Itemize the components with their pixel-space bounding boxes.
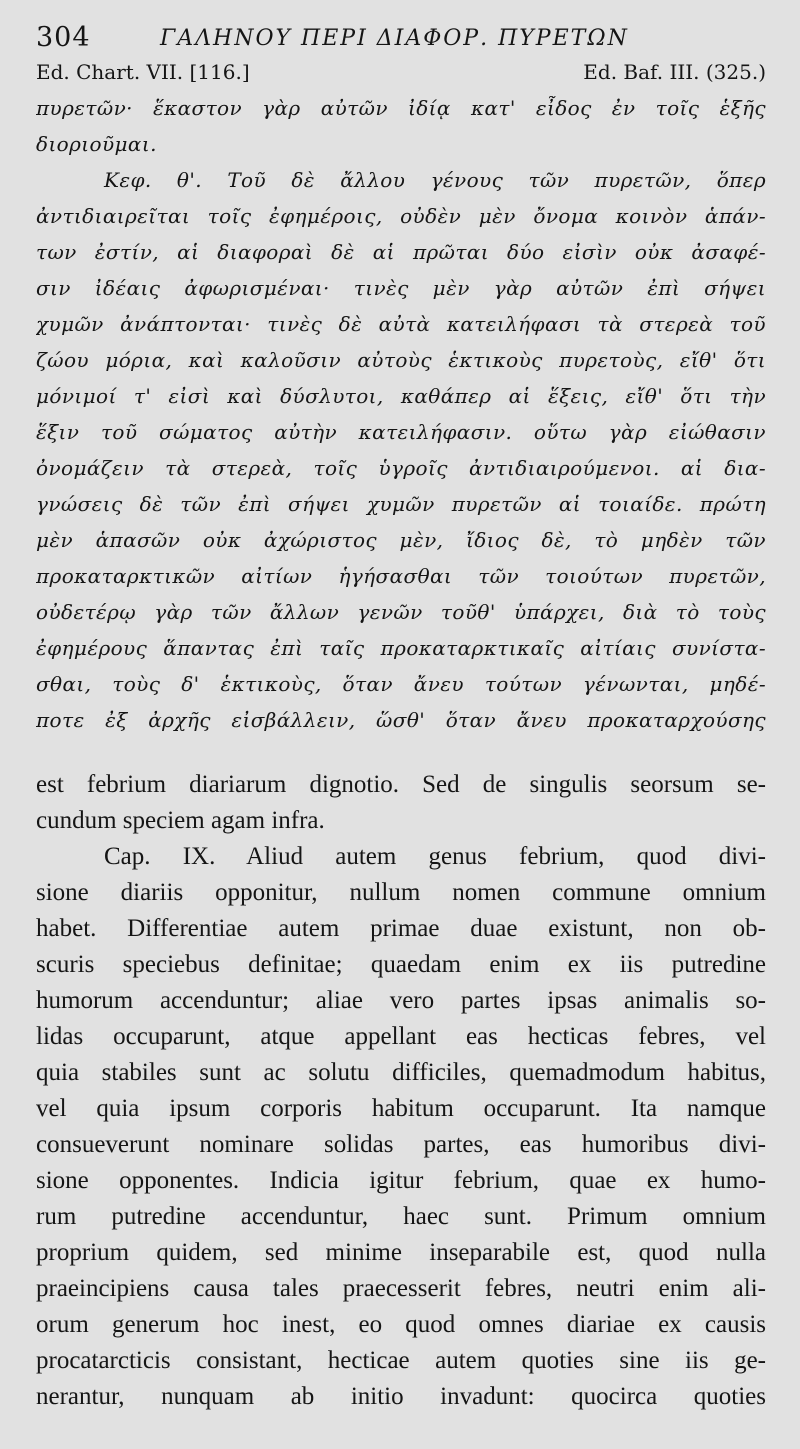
- latin-line: habet. Differentiae autem primae duae existunt, non ob-: [36, 915, 766, 942]
- greek-line: γνώσεις δὲ τῶν ἐπὶ σήψει χυμῶν πυρετῶν αἱ τοιαίδε. πρώτη: [36, 492, 766, 516]
- greek-line: πυρετῶν· ἕκαστον γὰρ αὐτῶν ἰδίᾳ κατ' εἶδος ἐν τοῖς ἑξῆς: [36, 96, 766, 120]
- greek-line: μόνιμοί τ' εἰσὶ καὶ δύσλυτοι, καθάπερ αἱ ἕξεις, εἴθ' ὅτι τὴν: [36, 384, 766, 408]
- greek-line: των ἐστίν, αἱ διαφοραὶ δὲ αἱ πρῶται δύο εἰσὶν οὐκ ἀσαφέ-: [36, 240, 766, 264]
- latin-line: nerantur, nunquam ab initio invadunt: quocirca quoties: [36, 1383, 766, 1410]
- latin-line: sione diariis opponitur, nullum nomen commune omnium: [36, 879, 766, 906]
- chapter-heading-greek: Κεφ. θ'. Τοῦ δὲ ἄλλου γένους τῶν πυρετῶν, ὅπερ: [104, 168, 766, 192]
- greek-line: προκαταρκτικῶν αἰτίων ἡγήσασθαι τῶν τοιούτων πυρετῶν,: [36, 564, 766, 588]
- latin-line: praeincipiens causa tales praecesserit febres, neutri enim ali-: [36, 1275, 766, 1302]
- latin-line: cundum speciem agam infra.: [36, 807, 325, 834]
- greek-line: ἀντιδιαιρεῖται τοῖς ἐφημέροις, οὐδὲν μὲν ὄνομα κοινὸν ἁπάν-: [36, 204, 766, 228]
- greek-line: ζώου μόρια, καὶ καλοῦσιν αὐτοὺς ἑκτικοὺς πυρετοὺς, εἴθ' ὅτι: [36, 348, 766, 372]
- greek-line: ὀνομάζειν τὰ στερεὰ, τοῖς ὑγροῖς ἀντιδιαιρούμενοι. αἱ δια-: [36, 456, 766, 480]
- greek-line: μὲν ἁπασῶν οὐκ ἀχώριστος μὲν, ἴδιος δὲ, τὸ μηδὲν τῶν: [36, 528, 766, 552]
- edition-chartier-ref: Ed. Chart. VII. [116.]: [36, 60, 250, 84]
- chapter-heading-latin: Cap. IX. Aliud autem genus febrium, quod divi-: [104, 843, 766, 870]
- page-number: 304: [36, 22, 91, 53]
- greek-line: ἐφημέρους ἅπαντας ἐπὶ ταῖς προκαταρκτικαῖς αἰτίαις συνίστα-: [36, 636, 766, 660]
- edition-basel-ref: Ed. Baf. III. (325.): [583, 60, 766, 84]
- latin-line: lidas occuparunt, atque appellant eas hecticas febres, vel: [36, 1023, 766, 1050]
- greek-line: διοριοῦμαι.: [36, 132, 157, 156]
- latin-line: procatarcticis consistant, hecticae autem quoties sine iis ge-: [36, 1347, 766, 1374]
- greek-line: οὐδετέρῳ γὰρ τῶν ἄλλων γενῶν τοῦθ' ὑπάρχει, διὰ τὸ τοὺς: [36, 600, 766, 624]
- latin-line: proprium quidem, sed minime inseparabile est, quod nulla: [36, 1239, 766, 1266]
- latin-line: vel quia ipsum corporis habitum occuparunt. Ita namque: [36, 1095, 766, 1122]
- latin-line: est febrium diariarum dignotio. Sed de singulis seorsum se-: [36, 771, 766, 798]
- latin-line: rum putredine accenduntur, haec sunt. Primum omnium: [36, 1203, 766, 1230]
- greek-line: ἕξιν τοῦ σώματος αὐτὴν κατειλήφασιν. οὕτω γὰρ εἰώθασιν: [36, 420, 766, 444]
- greek-line: χυμῶν ἀνάπτονται· τινὲς δὲ αὐτὰ κατειλήφασι τὰ στερεὰ τοῦ: [36, 312, 766, 336]
- latin-line: consueverunt nominare solidas partes, eas humoribus divi-: [36, 1131, 766, 1158]
- page-header: [36, 18, 766, 58]
- latin-line: scuris speciebus definitae; quaedam enim ex iis putredine: [36, 951, 766, 978]
- latin-line: sione opponentes. Indicia igitur febrium, quae ex humo-: [36, 1167, 766, 1194]
- greek-line: σθαι, τοὺς δ' ἑκτικοὺς, ὅταν ἄνευ τούτων γένωνται, μηδέ-: [36, 672, 766, 696]
- edition-references: [36, 60, 766, 90]
- latin-line: humorum accenduntur; aliae vero partes ipsas animalis so-: [36, 987, 766, 1014]
- latin-line: quia stabiles sunt ac solutu difficiles, quemadmodum habitus,: [36, 1059, 766, 1086]
- latin-line: orum generum hoc inest, eo quod omnes diariae ex causis: [36, 1311, 766, 1338]
- running-title: ΓΑΛΗΝΟΥ ΠΕΡΙ ΔΙΑΦΟΡ. ΠΥΡΕΤΩΝ: [160, 26, 629, 51]
- greek-line: ποτε ἐξ ἀρχῆς εἰσβάλλειν, ὥσθ' ὅταν ἄνευ προκαταρχούσης: [36, 708, 766, 732]
- greek-line: σιν ἰδέαις ἀφωρισμέναι· τινὲς μὲν γὰρ αὐτῶν ἐπὶ σήψει: [36, 276, 766, 300]
